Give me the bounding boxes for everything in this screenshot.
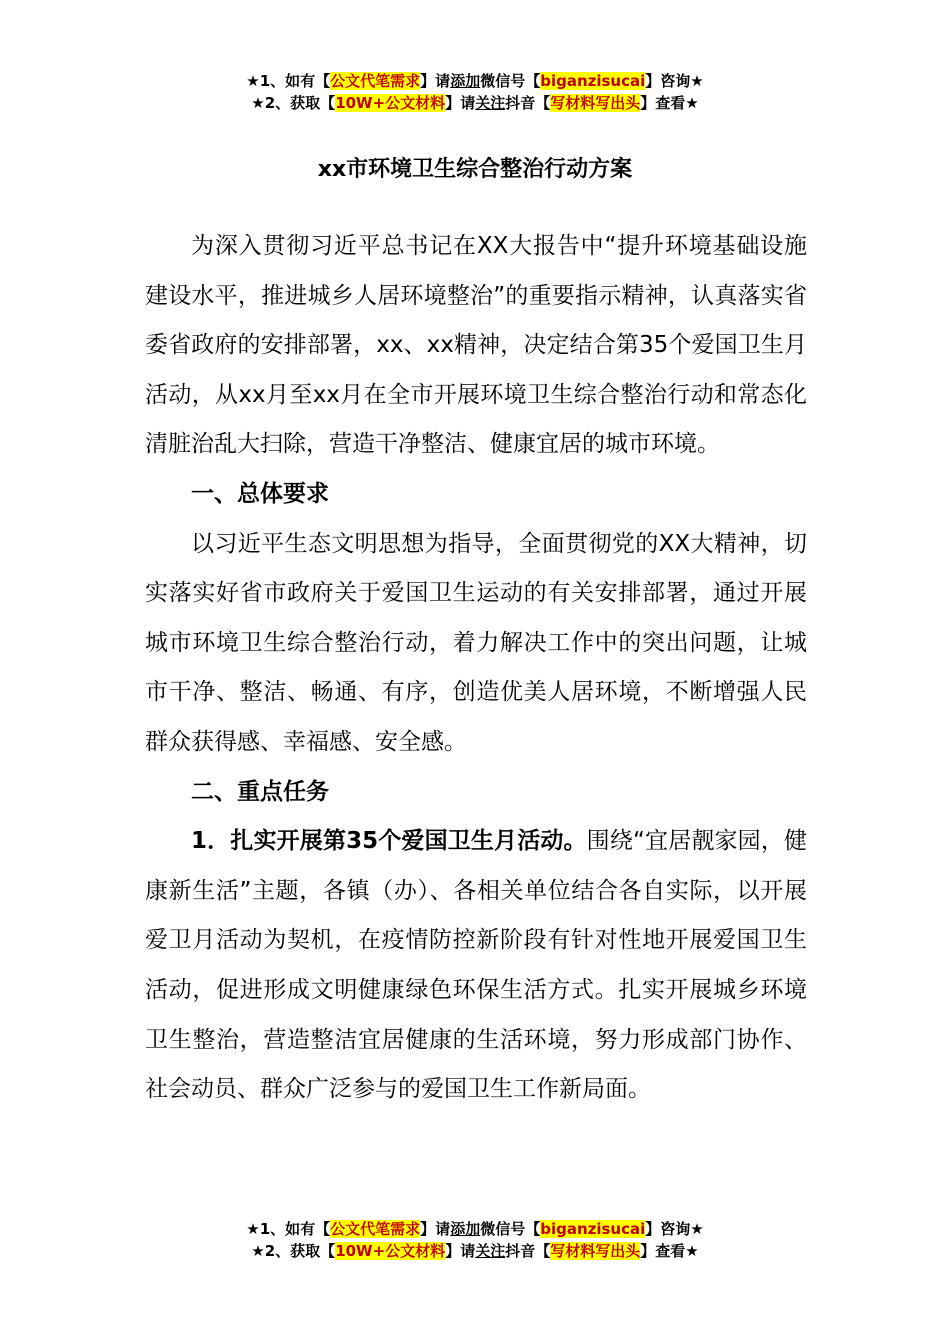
banner-text: 】咨询★ — [645, 72, 704, 90]
banner-text: ★2、获取【 — [251, 1242, 336, 1260]
banner-highlight: 10W+公文材料 — [335, 94, 446, 112]
document-body — [145, 222, 807, 1115]
banner-line-2 — [0, 92, 950, 114]
item-paragraph — [145, 817, 807, 1115]
banner-highlight: biganzisucai — [540, 72, 646, 90]
banner-underline: 关注 — [475, 94, 506, 112]
banner-text: 微信号【 — [480, 1220, 541, 1238]
banner-text: 】请 — [420, 1220, 451, 1238]
banner-highlight: 公文代笔需求 — [330, 1220, 421, 1238]
banner-underline: 关注 — [475, 1242, 506, 1260]
banner-text: 】请 — [445, 94, 476, 112]
banner-text: 】查看★ — [640, 1242, 699, 1260]
banner-highlight: biganzisucai — [540, 1220, 646, 1238]
document-title: xx市环境卫生综合整治行动方案 — [317, 157, 633, 182]
banner-highlight: 公文代笔需求 — [330, 72, 421, 90]
banner-text: 】请 — [445, 1242, 476, 1260]
bottom-banner — [0, 1218, 950, 1262]
banner-highlight: 写材料写出头 — [550, 1242, 641, 1260]
banner-text: 】请 — [420, 72, 451, 90]
banner-text: 微信号【 — [480, 72, 541, 90]
banner-underline: 添加 — [450, 72, 481, 90]
banner-text: ★1、如有【 — [246, 1220, 331, 1238]
banner-text: 抖音【 — [505, 94, 551, 112]
intro-paragraph: 为深入贯彻习近平总书记在XX大报告中“提升环境基础设施建设水平，推进城乡人居环境整治”的重要指示精神，认真落实省委省政府的安排部署，xx、xx精神，决定结合第35个爱国卫生月活动，从xx月至xx月在全市开展环境卫生综合整治行动和常态化清脏治乱大扫除，营造干净整洁、健康宜居的城市环境。 — [145, 233, 807, 458]
banner-line-1 — [0, 1218, 950, 1240]
banner-text: 】咨询★ — [645, 1220, 704, 1238]
section-heading: 二、重点任务 — [191, 778, 329, 805]
banner-text: 抖音【 — [505, 1242, 551, 1260]
banner-text: ★1、如有【 — [246, 72, 331, 90]
banner-highlight: 写材料写出头 — [550, 94, 641, 112]
item-lead: 1．扎实开展第35个爱国卫生月活动。 — [191, 828, 587, 855]
banner-text: ★2、获取【 — [251, 94, 336, 112]
banner-underline: 添加 — [450, 1220, 481, 1238]
banner-line-1 — [0, 70, 950, 92]
banner-text: 】查看★ — [640, 94, 699, 112]
section-heading: 一、总体要求 — [191, 480, 329, 507]
banner-line-2 — [0, 1240, 950, 1262]
banner-highlight: 10W+公文材料 — [335, 1242, 446, 1260]
item-text: 围绕“宜居靓家园，健康新生活”主题，各镇（办）、各相关单位结合各自实际，以开展爱卫月活动为契机，在疫情防控新阶段有针对性地开展爱国卫生活动，促进形成文明健康绿色环保生活方式。扎实开展城乡环境卫生整治，营造整洁宜居健康的生活环境，努力形成部门协作、社会动员、群众广泛参与的爱国卫生工作新局面。 — [145, 828, 807, 1103]
top-banner — [0, 70, 950, 114]
section-paragraph: 以习近平生态文明思想为指导，全面贯彻党的XX大精神，切实落实好省市政府关于爱国卫生运动的有关安排部署，通过开展城市环境卫生综合整治行动，着力解决工作中的突出问题，让城市干净、整洁、畅通、有序，创造优美人居环境，不断增强人民群众获得感、幸福感、安全感。 — [145, 530, 807, 755]
